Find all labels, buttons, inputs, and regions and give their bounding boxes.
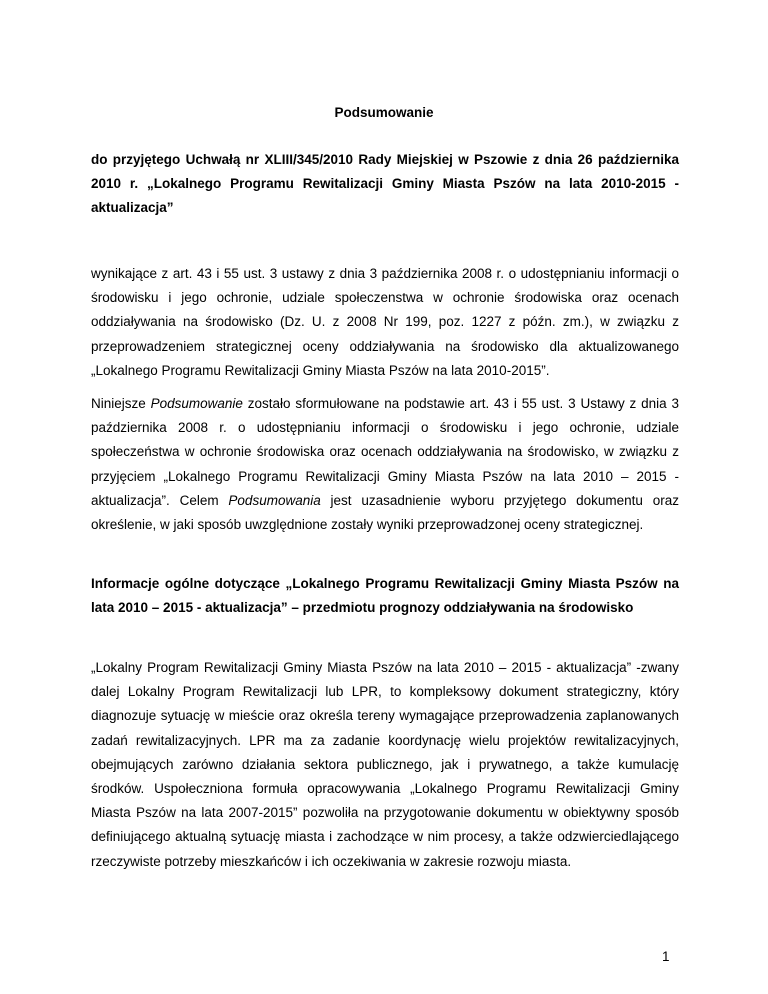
document-title: Podsumowanie bbox=[334, 105, 434, 120]
para2-italic-term-1: Podsumowanie bbox=[150, 396, 243, 411]
para2-text-2: zostało sformułowane na podstawie art. 43 i 55 ust. 3 Ustawy z dnia 3 października 2008 r. o udostępnianiu informacji o środowisku i jego ochronie, udziale społeczeństwa w ochronie środowiska oraz ocenach oddziaływania na środowisko, w związku z przyjęciem „Lokalnego Programu Rewitalizacji Gminy Miasta Pszów na lata 2010 – 2015 - aktualizacja”. Celem bbox=[91, 396, 679, 508]
summary-purpose-paragraph bbox=[91, 392, 679, 537]
legal-basis-paragraph: wynikające z art. 43 i 55 ust. 3 ustawy z dnia 3 października 2008 r. o udostępnianiu informacji o środowisku i jego ochronie, udziale społeczenstwa w ochronie środowiska oraz ocenach oddziaływania na środowisko (Dz. U. z 2008 Nr 199, poz. 1227 z późn. zm.), w związku z przeprowadzeniem strategicznej oceny oddziaływania na środowisko dla aktualizowanego „Lokalnego Programu Rewitalizacji Gminy Miasta Pszów na lata 2010-2015”. bbox=[91, 266, 679, 378]
page-number: 1 bbox=[662, 949, 670, 964]
para2-italic-term-2: Podsumowania bbox=[228, 492, 321, 508]
para2-text-1: Niniejsze bbox=[91, 396, 151, 411]
para2-text-3: jest uzasadnienie wyboru przyjętego dokumentu oraz określenie, w jaki sposób uwzględnione zostały wyniki przeprowadzonej oceny strategicznej. bbox=[91, 492, 680, 533]
general-info-heading: Informacje ogólne dotyczące „Lokalnego Programu Rewitalizacji Gminy Miasta Pszów na lata 2010 – 2015 - aktualizacja” – przedmiotu prognozy oddziaływania na środowisko bbox=[91, 576, 679, 616]
resolution-heading: do przyjętego Uchwałą nr XLIII/345/2010 Rady Miejskiej w Pszowie z dnia 26 października 2010 r. „Lokalnego Programu Rewitalizacji Gminy Miasta Pszów na lata 2010-2015 - aktualizacja” bbox=[91, 152, 679, 216]
program-description-paragraph: „Lokalny Program Rewitalizacji Gminy Miasta Pszów na lata 2010 – 2015 - aktualizacja” -zwany dalej Lokalny Program Rewitalizacji lub LPR, to kompleksowy dokument strategiczny, który diagnozuje sytuację w mieście oraz określa tereny wymagające przeprowadzenia zaplanowanych zadań rewitalizacyjnych. LPR ma za zadanie koordynację wielu projektów rewitalizacyjnych, obejmujących zarówno działania sektora publicznego, jak i prywatnego, a także kumulację środków. Uspołeczniona formuła opracowywania „Lokalnego Programu Rewitalizacji Gminy Miasta Pszów na lata 2007-2015” pozwoliła na przygotowanie dokumentu w obiektywny sposób definiującego aktualną sytuację miasta i zachodzące w nim procesy, a także odzwierciedlającego rzeczywiste potrzeby mieszkańców i ich oczekiwania w zakresie rozwoju miasta. bbox=[91, 660, 679, 869]
